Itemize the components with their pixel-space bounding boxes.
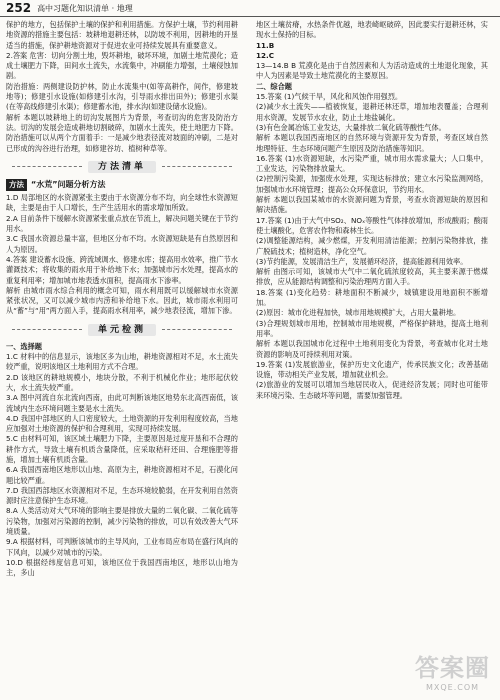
- answer-item: 9.A 根据材料，可判断该城市的主导风向，工业布局应布局在盛行风向的下风向，以减少对城市的污染。: [6, 537, 238, 557]
- comprehensive-section-label: 二、综合题: [256, 81, 292, 91]
- method-badge: 方法: [6, 179, 27, 191]
- answer-item: 3.A 图中河流自东北流向西南，由此可判断该地区地势东北高西南低，该流域内生态环境问题主要是水土流失。: [6, 393, 238, 413]
- answer-item: (2)控制污染源，加强废水处理，实现达标排放；建立水污染监测网络，加强城市水环境管理；提高公众环保意识，节约用水。: [256, 174, 488, 194]
- method-title: “水荒”问题分析方法: [31, 179, 106, 189]
- answer-item: 6.A 我国西南地区地形以山地、高原为主，耕地资源相对不足，石漠化问题比较严重。: [6, 465, 238, 485]
- answer-item: 13—14.B B 荒漠化是由于自然因素和人为活动造成的土地退化现象，其中人为因素是导致土地荒漠化的主要原因。: [256, 61, 488, 81]
- watermark-url: MXQE.COM: [425, 683, 480, 692]
- answer-item: (3)有色金属冶炼工业发达，大量排放二氧化硫等酸性气体。: [256, 122, 446, 132]
- answer-item: (3)节约能源，发展清洁生产，发展循环经济，提高能源利用效率。: [256, 256, 468, 266]
- paragraph: 3.C 我国水资源总量丰富，但地区分布不均。水资源短缺是有自然原因和人为原因。: [6, 234, 238, 254]
- answer-item: 16.答案 (1)水资源短缺，水污染严重，城市用水需求量大；人口集中，工业发达，污染物排放量大。: [256, 153, 488, 174]
- answer-item: 4.D 我国中部地区的人口密度较大，土地资源的开发利用程度较高，当地应加强对土地资源的保护和合理利用，实现可持续发展。: [6, 413, 238, 434]
- answer-item: 12.C: [256, 50, 275, 60]
- unit-test-section-bar: [6, 323, 238, 337]
- answer-item: (3)合理规划城市用地，控制城市用地规模，严格保护耕地，提高土地利用率。: [256, 318, 488, 338]
- paragraph: 2.答案 危害：切向分割土地，毁坏耕地，破坏环境，加剧土地荒漠化；造成土壤肥力下降，田间水土流失，水流集中，冲刷能力增强，土壤侵蚀加剧。: [6, 50, 238, 81]
- page-header: [0, 0, 500, 17]
- answer-item: 11.B: [256, 40, 275, 50]
- paragraph: 防治措施：两侧建设防护林，防止水流集中(如等高耕作，间作，修建坡地等)；修建引水设施(如修建引水沟，引导雨水排出田外)；修建引水渠(在等高线修建引水渠)；修建蓄水池，排水沟(如建设储水设施)。: [6, 81, 238, 112]
- left-column: [6, 20, 238, 579]
- answer-item: 1.C 材料中的信息显示，该地区多为山地，耕地资源相对不足，水土流失较严重，说明该地区土地利用方式不合理。: [6, 352, 238, 372]
- answer-item: 7.D 我国西部地区水资源相对不足，生态环境较脆弱，在开发利用自然资源时应注意保护生态环境。: [6, 485, 238, 506]
- paragraph: 解析 本题以坡耕地上的切沟发展图片为背景，考查切沟的危害及防治方法。切沟的发展会造成耕地切割破碎，加剧水土流失，使土地肥力下降。防治措施可以从两个方面着手：一是减少地表径流对坡面的冲刷，二是对已形成的沟谷进行治理，如修建谷坊、植树种草等。: [6, 112, 238, 153]
- answer-item: 17.答案 (1)由于大气中SO₂、NOₓ等酸性气体排放增加，形成酸雨；酸雨使土壤酸化，危害农作物和森林生长。: [256, 215, 488, 235]
- answer-item: (2)原因：城市化进程加快，城市用地规模扩大，占用大量耕地。: [256, 308, 461, 318]
- answer-item: 解析 本题以我国城市化过程中土地利用变化为背景，考查城市化对土地资源的影响及可持续利用对策。: [256, 339, 488, 359]
- running-title: 高中习题化知识清单 · 地理: [37, 3, 133, 13]
- choice-section-label: 一、选择题: [6, 341, 42, 351]
- answer-item: (2)调整能源结构，减少燃煤，开发利用清洁能源；控制污染物排放，推广脱硫技术；植树造林，净化空气。: [256, 236, 488, 256]
- method-heading: [6, 179, 238, 191]
- answer-item: 5.C 由材料可知，该区域土壤肥力下降，主要原因是过度开垦和不合理的耕作方式，导致土壤有机质含量降低，应采取秸秆还田、合理施肥等措施，增加土壤有机质含量。: [6, 434, 238, 464]
- answer-item: (2)旅游业的发展可以增加当地居民收入，促进经济发展；同时也可能带来环境污染、生态破坏等问题，需要加强管理。: [256, 380, 488, 400]
- unit-test-section-title: 单元检测: [88, 324, 156, 336]
- watermark-logo: [415, 648, 490, 692]
- paragraph: 1.D 局部地区的水资源紧张主要由于水资源分布不均，向全球性水资源短缺，主要是由于人口增长，生产生活用水的需求增加所致。: [6, 193, 238, 213]
- answer-item: 解析 本题以我国某城市的水资源问题为背景，考查水资源短缺的原因和解决措施。: [256, 195, 488, 215]
- answer-item: 15.答案 (1)气候干旱，风化和风蚀作用强烈。: [256, 92, 403, 102]
- paragraph: 保护的地方，包括保护土壤的保护和利用措施。方保护土壤，节约利用耕地资源的措施主要包括：坡耕地退耕还林，以防坡不利用，因耕地的开垦适当的措施，保护耕地资源对于促进农业可持续发展具有重要意义。: [6, 20, 238, 50]
- paragraph: 4.答案 建设蓄水设施、跨流域调水、修建水库；提高用水效率，推广节水灌溉技术；将收集的雨水用于补给地下水；加强城市污水处理，提高水的重复利用率；增加城市地表透水面积，提高雨水下渗率。: [6, 254, 238, 285]
- method-section-title: 方法清单: [88, 161, 156, 173]
- page-number: 252: [6, 1, 32, 15]
- answer-item: 解析 本题以我国西南地区的自然环境与资源开发为背景，考查区域自然地理特征、生态环境问题产生原因及防治措施等知识。: [256, 133, 488, 153]
- watermark-text: 答案圈: [415, 654, 490, 682]
- answer-item: (2)减少水土流失——植被恢复，退耕还林还草，增加地表覆盖；合理利用水资源，发展节水农业，防止土地盐碱化。: [256, 102, 488, 122]
- answer-item: 8.A 人类活动对大气环境的影响主要是排放大量的二氧化碳、二氧化硫等污染物，加强对污染源的控制，减少污染物的排放，可以有效改善大气环境质量。: [6, 506, 238, 537]
- method-section-bar: [6, 160, 238, 174]
- answer-item: 2.D 该地区的耕地规模小，地块分散，不利于机械化作业；地形起伏较大，水土流失较严重。: [6, 372, 238, 392]
- paragraph: 解析 由城市雨水综合利用的概念可知，雨水利用既可以缓解城市水资源紧张状况，又可以减少城市内涝和补给地下水。因此，城市雨水利用可从“蓄”与“用”两方面入手，提高雨水利用率，减少地表径流，增加下渗。: [6, 285, 238, 316]
- answer-item: 解析 由图示可知，该城市大气中二氧化硫浓度较高，其主要来源于燃煤排放，应从能源结构调整和污染治理两方面入手。: [256, 267, 488, 287]
- paragraph: 2.A 目前条件下缓解水资源紧张重点放在节流上，解决问题关键在于节约用水。: [6, 213, 238, 234]
- paragraph: 地区土壤贫瘠，水热条件优越，地表崎岖破碎，因此要实行退耕还林，实现水土保持的目标。: [256, 20, 488, 40]
- answer-item: 19.答案 (1)发展旅游业，保护历史文化遗产，传承民族文化；改善基础设施，带动相关产业发展，增加就业机会。: [256, 359, 488, 380]
- answer-item: 10.D 根据经纬度信息可知，该地区位于我国西南地区，地形以山地为主，多山: [6, 557, 238, 578]
- answer-item: 18.答案 (1)变化趋势：耕地面积不断减少，城镇建设用地面积不断增加。: [256, 287, 488, 308]
- right-column: [256, 20, 488, 401]
